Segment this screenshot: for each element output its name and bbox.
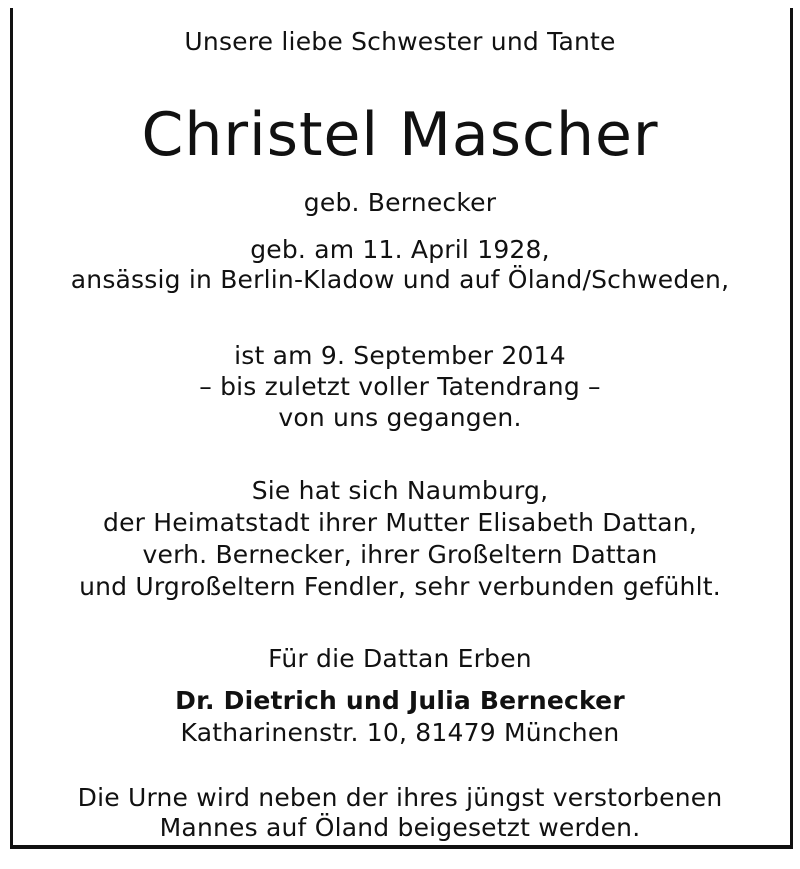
residence: ansässig in Berlin-Kladow und auf Öland/Schweden, [70, 265, 730, 294]
death-line: von uns gegangen. [278, 403, 522, 432]
birth-date: geb. am 11. April 1928, [250, 235, 550, 264]
maiden-name: geb. Bernecker [303, 188, 497, 217]
deceased-name: Christel Mascher [141, 100, 659, 170]
burial-line: Die Urne wird neben der ihres jüngst verstorbenen [77, 783, 723, 812]
burial-line: Mannes auf Öland beigesetzt werden. [159, 813, 641, 842]
tribute-line: der Heimatstadt ihrer Mutter Elisabeth Dattan, [103, 508, 697, 537]
on-behalf-text: Für die Dattan Erben [268, 644, 532, 673]
intro-text: Unsere liebe Schwester und Tante [184, 27, 616, 56]
death-line: ist am 9. September 2014 [234, 341, 566, 370]
tribute-line: Sie hat sich Naumburg, [251, 476, 549, 505]
address: Katharinenstr. 10, 81479 München [180, 718, 620, 747]
tribute-line: und Urgroßeltern Fendler, sehr verbunden gefühlt. [79, 572, 721, 601]
signatories: Dr. Dietrich und Julia Bernecker [175, 686, 625, 715]
tribute-line: verh. Bernecker, ihrer Großeltern Dattan [142, 540, 658, 569]
death-line: – bis zuletzt voller Tatendrang – [199, 372, 601, 401]
